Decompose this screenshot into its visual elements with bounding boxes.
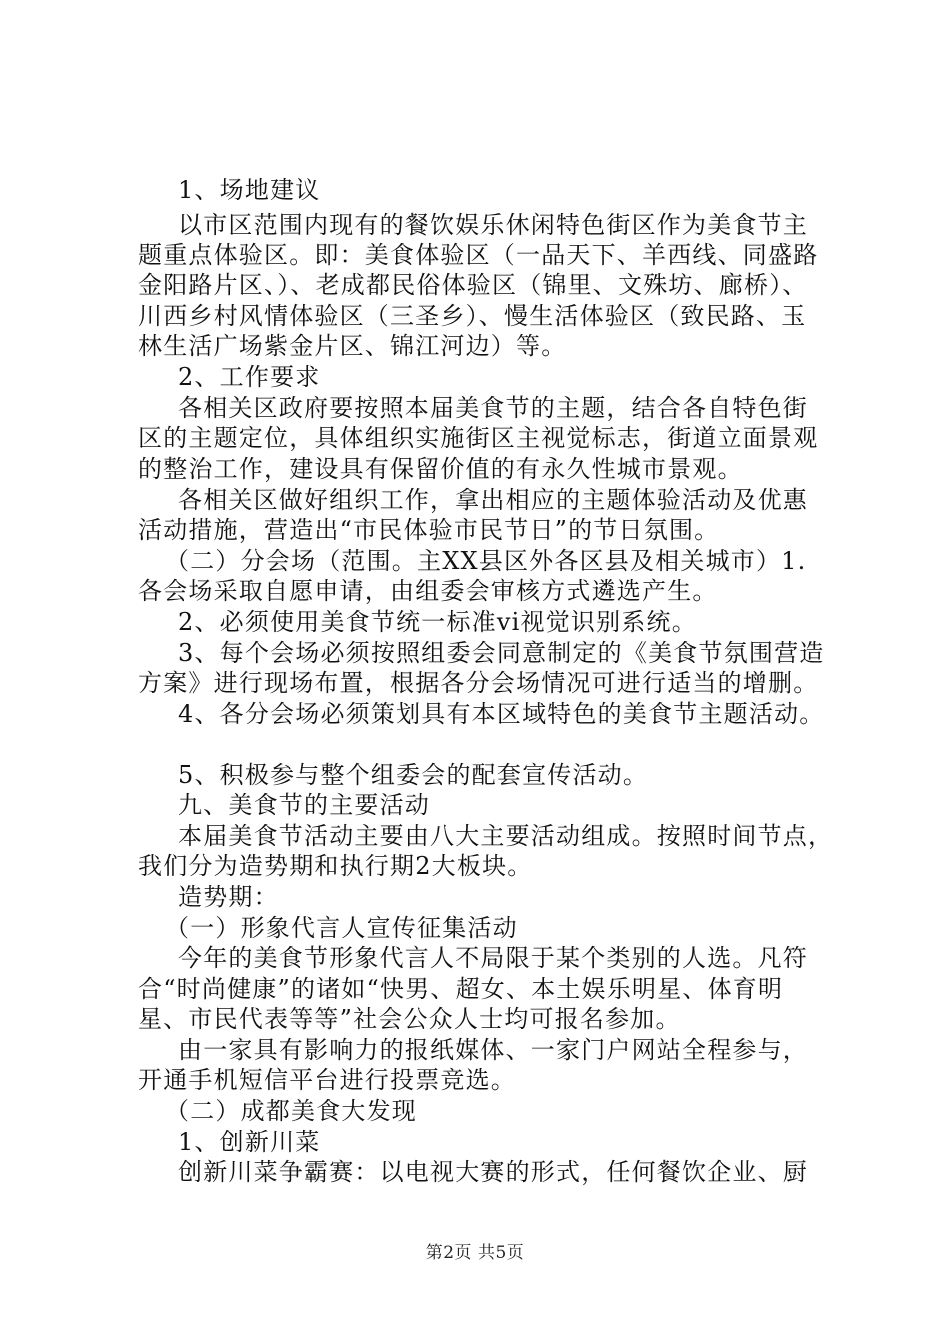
- paragraph-line: 星、市民代表等等”社会公众人士均可报名参加。: [138, 1005, 681, 1033]
- heading-innovative-sichuan: 1、创新川菜: [178, 1128, 321, 1156]
- paragraph-line: 区的主题定位，具体组织实施街区主视觉标志，街道立面景观: [138, 424, 819, 452]
- paragraph-line: 各相关区政府要按照本届美食节的主题，结合各自特色街: [178, 394, 808, 422]
- paragraph-line: 方案》进行现场布置，根据各分会场情况可进行适当的增删。: [138, 669, 819, 697]
- page-footer: 第2页 共5页: [425, 1243, 525, 1263]
- paragraph-line: 金阳路片区、）、老成都民俗体验区（锦里、文殊坊、廊桥）、: [138, 271, 808, 299]
- paragraph-line: 3、每个会场必须按照组委会同意制定的《美食节氛围营造: [178, 639, 825, 667]
- paragraph-line: （二）分会场（范围。主XX县区外各区县及相关城市）1.: [165, 547, 807, 575]
- heading-main-activities: 九、美食节的主要活动: [178, 791, 430, 819]
- paragraph-line: 的整治工作，建设具有保留价值的有永久性城市景观。: [138, 455, 743, 483]
- paragraph-line: 本届美食节活动主要由八大主要活动组成。按照时间节点，: [178, 822, 834, 850]
- paragraph-line: 活动措施，营造出“市民体验市民节日”的节日氛围。: [138, 516, 720, 544]
- paragraph-line: 我们分为造势期和执行期2大板块。: [138, 852, 533, 880]
- paragraph-line: 2、必须使用美食节统一标准vi视觉识别系统。: [178, 608, 697, 636]
- paragraph-line: 以市区范围内现有的餐饮娱乐休闲特色街区作为美食节主: [178, 211, 808, 239]
- heading-food-discovery: （二）成都美食大发现: [165, 1097, 417, 1125]
- heading-spokesperson: （一）形象代言人宣传征集活动: [165, 914, 518, 942]
- paragraph-line: 各会场采取自愿申请，由组委会审核方式遴选产生。: [138, 577, 718, 605]
- heading-buildup-period: 造势期：: [178, 883, 279, 911]
- paragraph-line: 5、积极参与整个组委会的配套宣传活动。: [178, 761, 649, 789]
- paragraph-line: 创新川菜争霸赛：以电视大赛的形式，任何餐饮企业、厨: [178, 1158, 808, 1186]
- paragraph-line: 今年的美食节形象代言人不局限于某个类别的人选。凡符: [178, 944, 808, 972]
- heading-work-requirements: 2、工作要求: [178, 363, 321, 391]
- paragraph-line: 开通手机短信平台进行投票竞选。: [138, 1066, 516, 1094]
- paragraph-line: 4、各分会场必须策划具有本区域特色的美食节主题活动。: [178, 700, 825, 728]
- heading-venue-suggestion: 1、场地建议: [178, 176, 321, 204]
- paragraph-line: 合“时尚健康”的诸如“快男、超女、本土娱乐明星、体育明: [138, 975, 784, 1003]
- paragraph-line: 由一家具有影响力的报纸媒体、一家门户网站全程参与，: [178, 1036, 808, 1064]
- paragraph-line: 各相关区做好组织工作，拿出相应的主题体验活动及优惠: [178, 486, 808, 514]
- paragraph-line: 题重点体验区。即：美食体验区（一品天下、羊西线、同盛路: [138, 241, 819, 269]
- paragraph-line: 川西乡村风情体验区（三圣乡）、慢生活体验区（致民路、玉: [138, 302, 807, 330]
- paragraph-line: 林生活广场紫金片区、锦江河边）等。: [138, 332, 567, 360]
